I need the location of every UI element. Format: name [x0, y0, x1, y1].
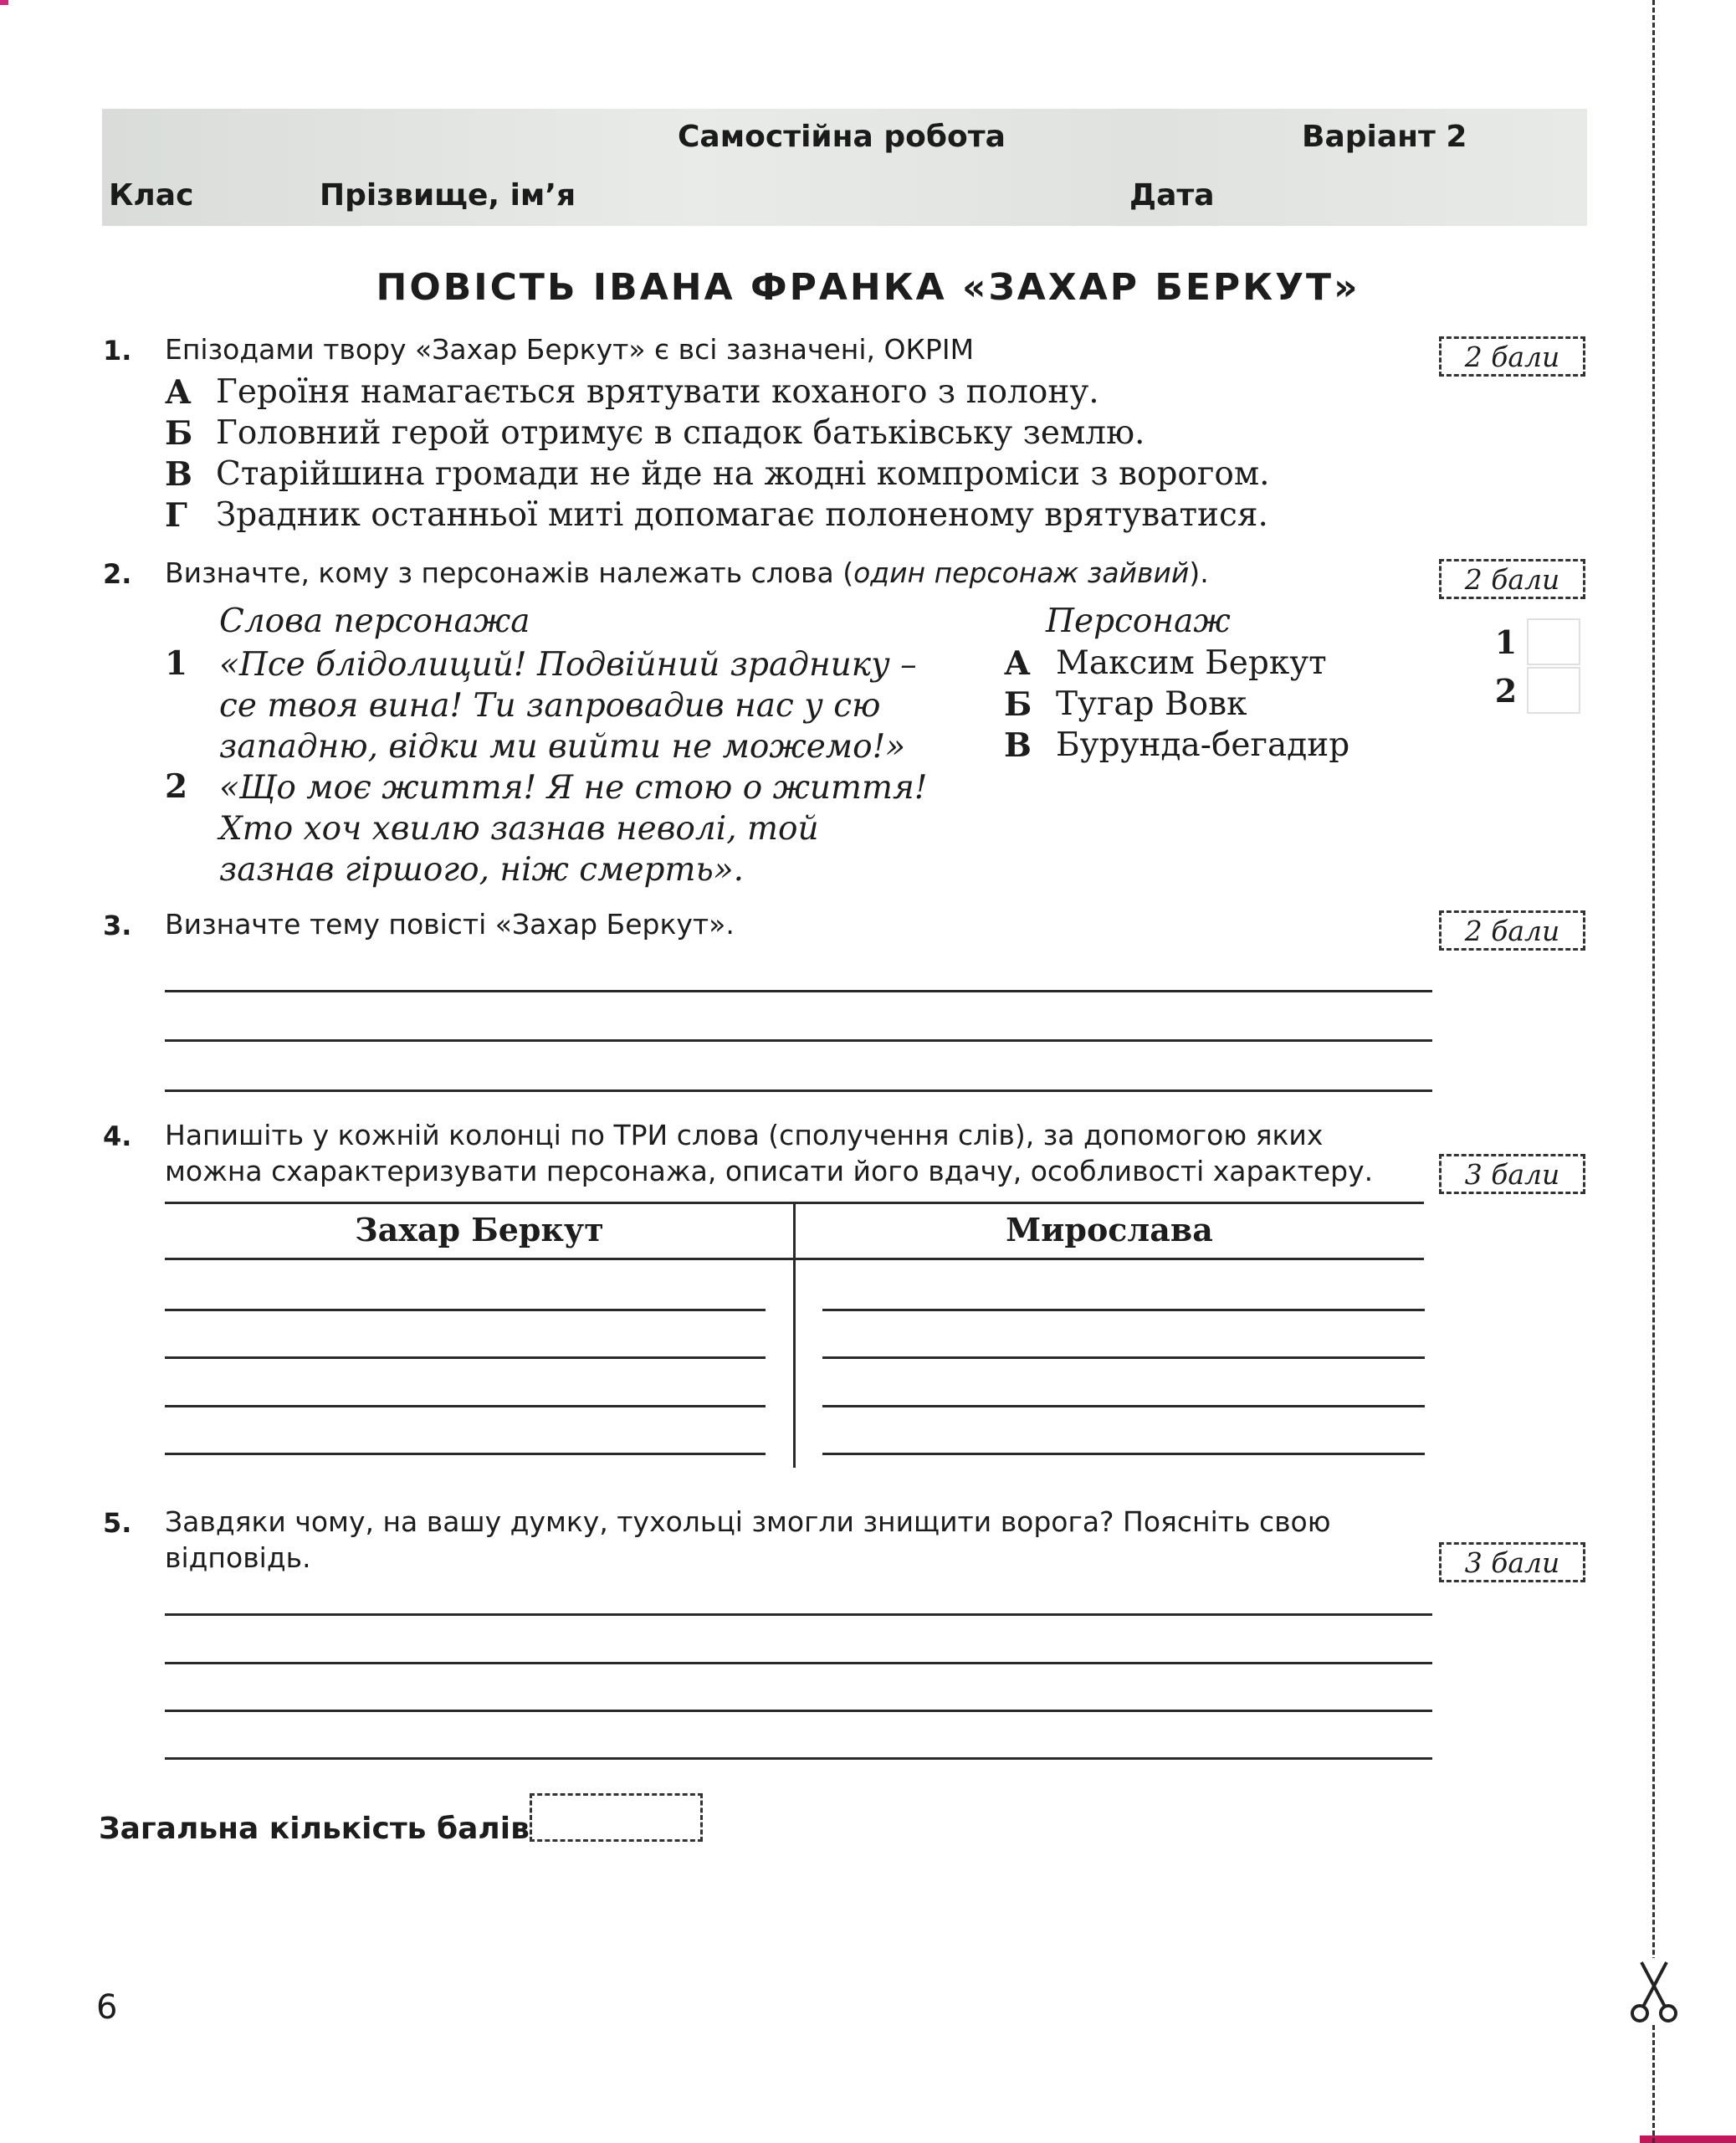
- q2-quote-line: западню, відки ми вийти не можемо!»: [219, 728, 906, 766]
- q2-character-letter: А: [1004, 644, 1031, 683]
- q2-character-name: Бурунда-бегадир: [1056, 726, 1350, 764]
- q4-text-line: Напишіть у кожній колонці по ТРИ слова (сполучення слів), за допомогою яких: [165, 1119, 1324, 1151]
- q5-text-line: Завдяки чому, на вашу думку, тухольці змогли знищити ворога? Поясніть свою: [165, 1505, 1331, 1538]
- q2-quote-line: «Що моє життя! Я не стою о життя!: [219, 769, 928, 807]
- work-title: Самостійна робота: [678, 120, 1006, 154]
- page-edge-mark: [0, 0, 8, 5]
- answer-cell[interactable]: [1527, 618, 1580, 665]
- q4-number: 4.: [103, 1120, 132, 1152]
- answer-row: [1485, 618, 1585, 666]
- scissors-icon: [1625, 1958, 1683, 2025]
- q2-quote-number: 1: [165, 644, 188, 683]
- answer-line[interactable]: [165, 1405, 766, 1407]
- class-label: Клас: [109, 178, 194, 213]
- q1-option-text: Старійшина громади не йде на жодні компроміси з ворогом.: [216, 455, 1270, 493]
- q1-option-letter: Б: [165, 414, 193, 453]
- q5-text-line: відповідь.: [165, 1541, 311, 1574]
- total-score-label: Загальна кількість балів: [99, 1812, 530, 1846]
- q3-number: 3.: [103, 910, 132, 941]
- answer-line[interactable]: [165, 1039, 1432, 1042]
- q5-points-box: 3 бали: [1439, 1542, 1585, 1582]
- answer-line[interactable]: [165, 1089, 1432, 1092]
- q1-points-box: 2 бали: [1439, 336, 1585, 377]
- q2-quote-line: «Псе блідолиций! Подвійний зраднику –: [219, 646, 917, 684]
- q1-option-text: Зрадник останньої миті допомагає полоненому врятуватися.: [216, 496, 1268, 534]
- q2-number: 2.: [103, 558, 132, 590]
- q1-option-letter: А: [165, 373, 192, 412]
- answer-line[interactable]: [822, 1405, 1425, 1407]
- q2-quote-line: Хто хоч хвилю зазнав неволі, той: [219, 810, 819, 848]
- answer-line[interactable]: [165, 1710, 1432, 1712]
- total-score-box[interactable]: [530, 1793, 703, 1842]
- q2-col-characters-header: Персонаж: [1046, 602, 1231, 640]
- answer-line[interactable]: [165, 1309, 766, 1311]
- answer-cell[interactable]: [1527, 667, 1580, 714]
- q1-option-letter: В: [165, 455, 192, 494]
- page-number: 6: [96, 1988, 118, 2027]
- name-label: Прізвище, ім’я: [320, 178, 576, 213]
- q2-col-quotes-header: Слова персонажа: [219, 602, 530, 640]
- answer-line[interactable]: [165, 1356, 766, 1359]
- answer-line[interactable]: [822, 1356, 1425, 1359]
- q3-points-box: 2 бали: [1439, 910, 1585, 951]
- q4-points-box: 3 бали: [1439, 1154, 1585, 1194]
- table-header-zakhar: Захар Беркут: [355, 1211, 604, 1248]
- answer-line[interactable]: [165, 1662, 1432, 1664]
- table-divider: [793, 1202, 796, 1468]
- q2-quote-line: се твоя вина! Ти запровадив нас у сю: [219, 687, 881, 725]
- q2-answer-grid: [1485, 618, 1585, 716]
- answer-line[interactable]: [822, 1453, 1425, 1455]
- table-header-myroslava: Мирослава: [1006, 1211, 1213, 1248]
- q1-number: 1.: [103, 335, 132, 367]
- q2-quote-line: зазнав гіршого, ніж смерть».: [219, 851, 744, 889]
- q1-option-text: Головний герой отримує в спадок батьківську землю.: [216, 414, 1145, 452]
- q1-text: Епізодами твору «Захар Беркут» є всі зазначені, ОКРІМ: [165, 333, 975, 366]
- answer-line[interactable]: [165, 990, 1432, 992]
- q1-option-text: Героїня намагається врятувати коханого з полону.: [216, 373, 1099, 411]
- answer-line[interactable]: [165, 1757, 1432, 1760]
- answer-row-number: 1: [1494, 623, 1518, 661]
- q2-points-box: 2 бали: [1439, 559, 1585, 599]
- answer-line[interactable]: [165, 1453, 766, 1455]
- q1-option-letter: Г: [165, 496, 187, 535]
- variant-label: Варіант 2: [1302, 120, 1467, 154]
- q5-number: 5.: [103, 1507, 132, 1539]
- q2-character-name: Тугар Вовк: [1056, 685, 1247, 723]
- answer-row: [1485, 666, 1585, 715]
- page-title: ПОВІСТЬ ІВАНА ФРАНКА «ЗАХАР БЕРКУТ»: [376, 266, 1360, 309]
- q4-text-line: можна схарактеризувати персонажа, описати його вдачу, особливості характеру.: [165, 1155, 1374, 1187]
- q2-quote-number: 2: [165, 767, 188, 806]
- q3-text: Визначте тему повісті «Захар Беркут».: [165, 908, 735, 941]
- q2-text: Визначте, кому з персонажів належать слова (один персонаж зайвий).: [165, 556, 1209, 589]
- date-label: Дата: [1129, 178, 1215, 213]
- cut-line: [1652, 0, 1655, 2143]
- q2-character-letter: В: [1004, 726, 1032, 765]
- q2-character-letter: Б: [1004, 685, 1032, 724]
- answer-line[interactable]: [822, 1309, 1425, 1311]
- q2-character-name: Максим Беркут: [1056, 644, 1327, 682]
- answer-row-number: 2: [1494, 671, 1518, 710]
- answer-line[interactable]: [165, 1613, 1432, 1616]
